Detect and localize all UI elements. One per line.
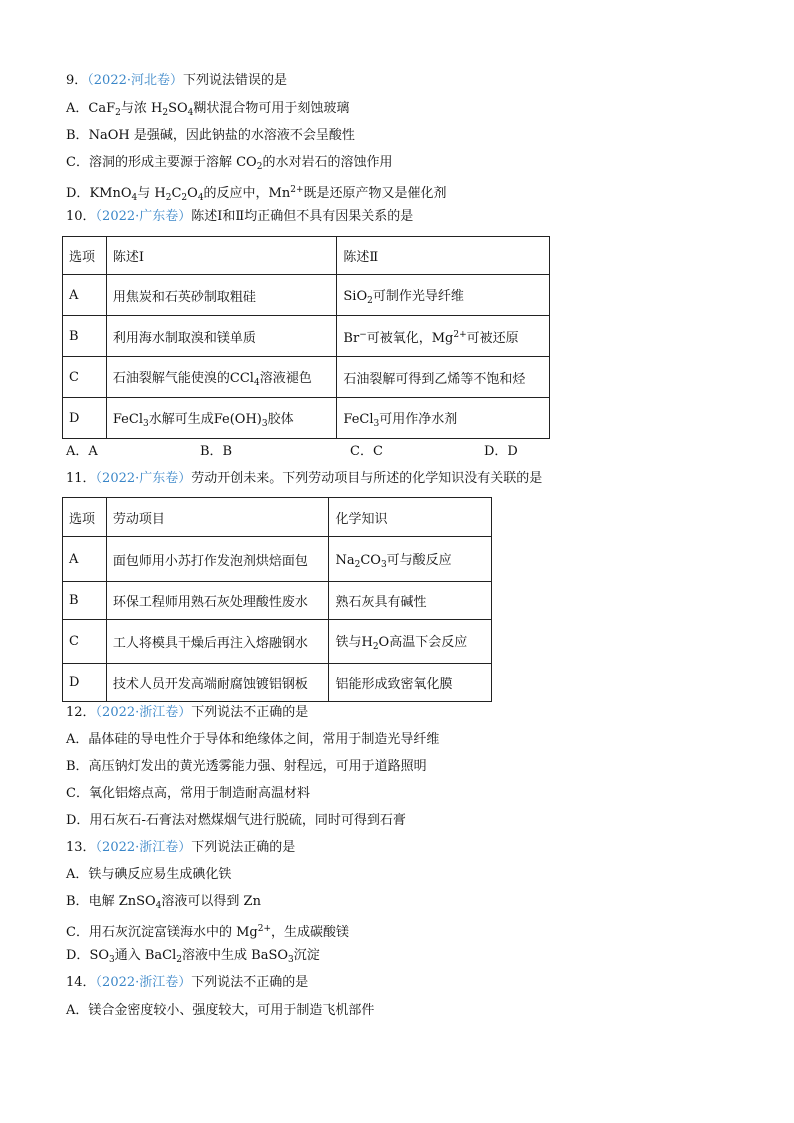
q11-header	[66, 470, 542, 488]
q10-table	[62, 236, 550, 439]
q12-option-b: B．高压钠灯发出的黄光透雾能力强、射程远，可用于道路照明	[66, 759, 427, 774]
question-number: 13．	[66, 840, 96, 855]
question-source: （2022·浙江卷）	[95, 975, 192, 990]
q13-option-d: D．$SO_3$通入 BaCl$_2$溶液中生成 BaSO$_3$沉淀	[66, 948, 320, 965]
question-stem: 劳动开创未来。下列劳动项目与所述的化学知识没有关联的是	[191, 471, 543, 486]
table-row: C 工人将模具干燥后再注入熔融钢水 铁与$H_2O$高温下会反应	[63, 620, 492, 664]
q13-option-c: C．用石灰沉淀富镁海水中的 $Mg^{2+}$，生成碳酸镁	[66, 924, 350, 940]
question-source: （2022·浙江卷）	[95, 705, 192, 720]
table-row: A 用焦炭和石英砂制取粗硅 SiO$_2$可制作光导纤维	[63, 275, 550, 316]
table-row: B 环保工程师用熟石灰处理酸性废水 熟石灰具有碱性	[63, 582, 492, 620]
q12-option-d: D．用石灰石-石膏法对燃煤烟气进行脱硫，同时可得到石膏	[66, 813, 406, 828]
table-header-row: 选项 陈述Ⅰ 陈述Ⅱ	[63, 237, 550, 275]
q10-header	[66, 208, 413, 226]
q9-option-a: A．CaF$_2$与浓 $H_2SO_4$糊状混合物可用于刻蚀玻璃	[66, 101, 350, 118]
table-row: C 石油裂解气能使溴的CCl$_4$溶液褪色 石油裂解可得到乙烯等不饱和烃	[63, 357, 550, 398]
question-source: （2022·河北卷）	[87, 73, 183, 88]
question-stem: 下列说法正确的是	[191, 840, 296, 855]
question-source: （2022·浙江卷）	[95, 840, 192, 855]
question-stem: 陈述Ⅰ和Ⅱ均正确但不具有因果关系的是	[191, 209, 414, 224]
q14-option-a: A．镁合金密度较小、强度较大，可用于制造飞机部件	[66, 1003, 375, 1018]
question-number: 9．	[66, 73, 88, 88]
q13-option-a: A．铁与碘反应易生成碘化铁	[66, 867, 232, 882]
q9-header	[66, 72, 287, 90]
q9-option-d: D．KMnO$_4$与 $H_2C_2O_4$的反应中，$Mn^{2+}$既是还原产物又是催化剂	[66, 185, 447, 203]
q12-option-c: C．氧化铝熔点高，常用于制造耐高温材料	[66, 786, 310, 801]
q12-option-a: A．晶体硅的导电性介于导体和绝缘体之间，常用于制造光导纤维	[66, 732, 440, 747]
table-row: A 面包师用小苏打作发泡剂烘焙面包 $Na_2CO_3$可与酸反应	[63, 537, 492, 582]
question-stem: 下列说法错误的是	[183, 73, 288, 88]
table-row: D FeCl$_3$水解可生成$Fe(OH)_3$胶体 FeCl$_3$可用作净水剂	[63, 398, 550, 439]
question-number: 14．	[66, 975, 96, 990]
question-stem: 下列说法不正确的是	[191, 975, 309, 990]
question-source: （2022·广东卷）	[95, 209, 192, 224]
table-header-row: 选项 劳动项目 化学知识	[63, 498, 492, 537]
q13-header	[66, 839, 295, 857]
question-number: 12．	[66, 705, 96, 720]
question-source: （2022·广东卷）	[95, 471, 192, 486]
q11-table	[62, 497, 492, 702]
question-number: 11．	[66, 471, 96, 486]
q13-option-b: B．电解 ZnSO$_4$溶液可以得到 Zn	[66, 894, 261, 911]
table-row: D 技术人员开发高端耐腐蚀镀铝钢板 铝能形成致密氧化膜	[63, 664, 492, 702]
question-stem: 下列说法不正确的是	[191, 705, 309, 720]
table-row: B 利用海水制取溴和镁单质 Br−可被氧化，$Mg^{2+}$可被还原	[63, 316, 550, 357]
question-number: 10．	[66, 209, 96, 224]
q12-header	[66, 704, 308, 722]
q9-option-b: B．NaOH 是强碱，因此钠盐的水溶液不会呈酸性	[66, 128, 355, 143]
q14-header	[66, 974, 308, 992]
q9-option-c: C．溶洞的形成主要源于溶解 $CO_2$的水对岩石的溶蚀作用	[66, 155, 393, 172]
